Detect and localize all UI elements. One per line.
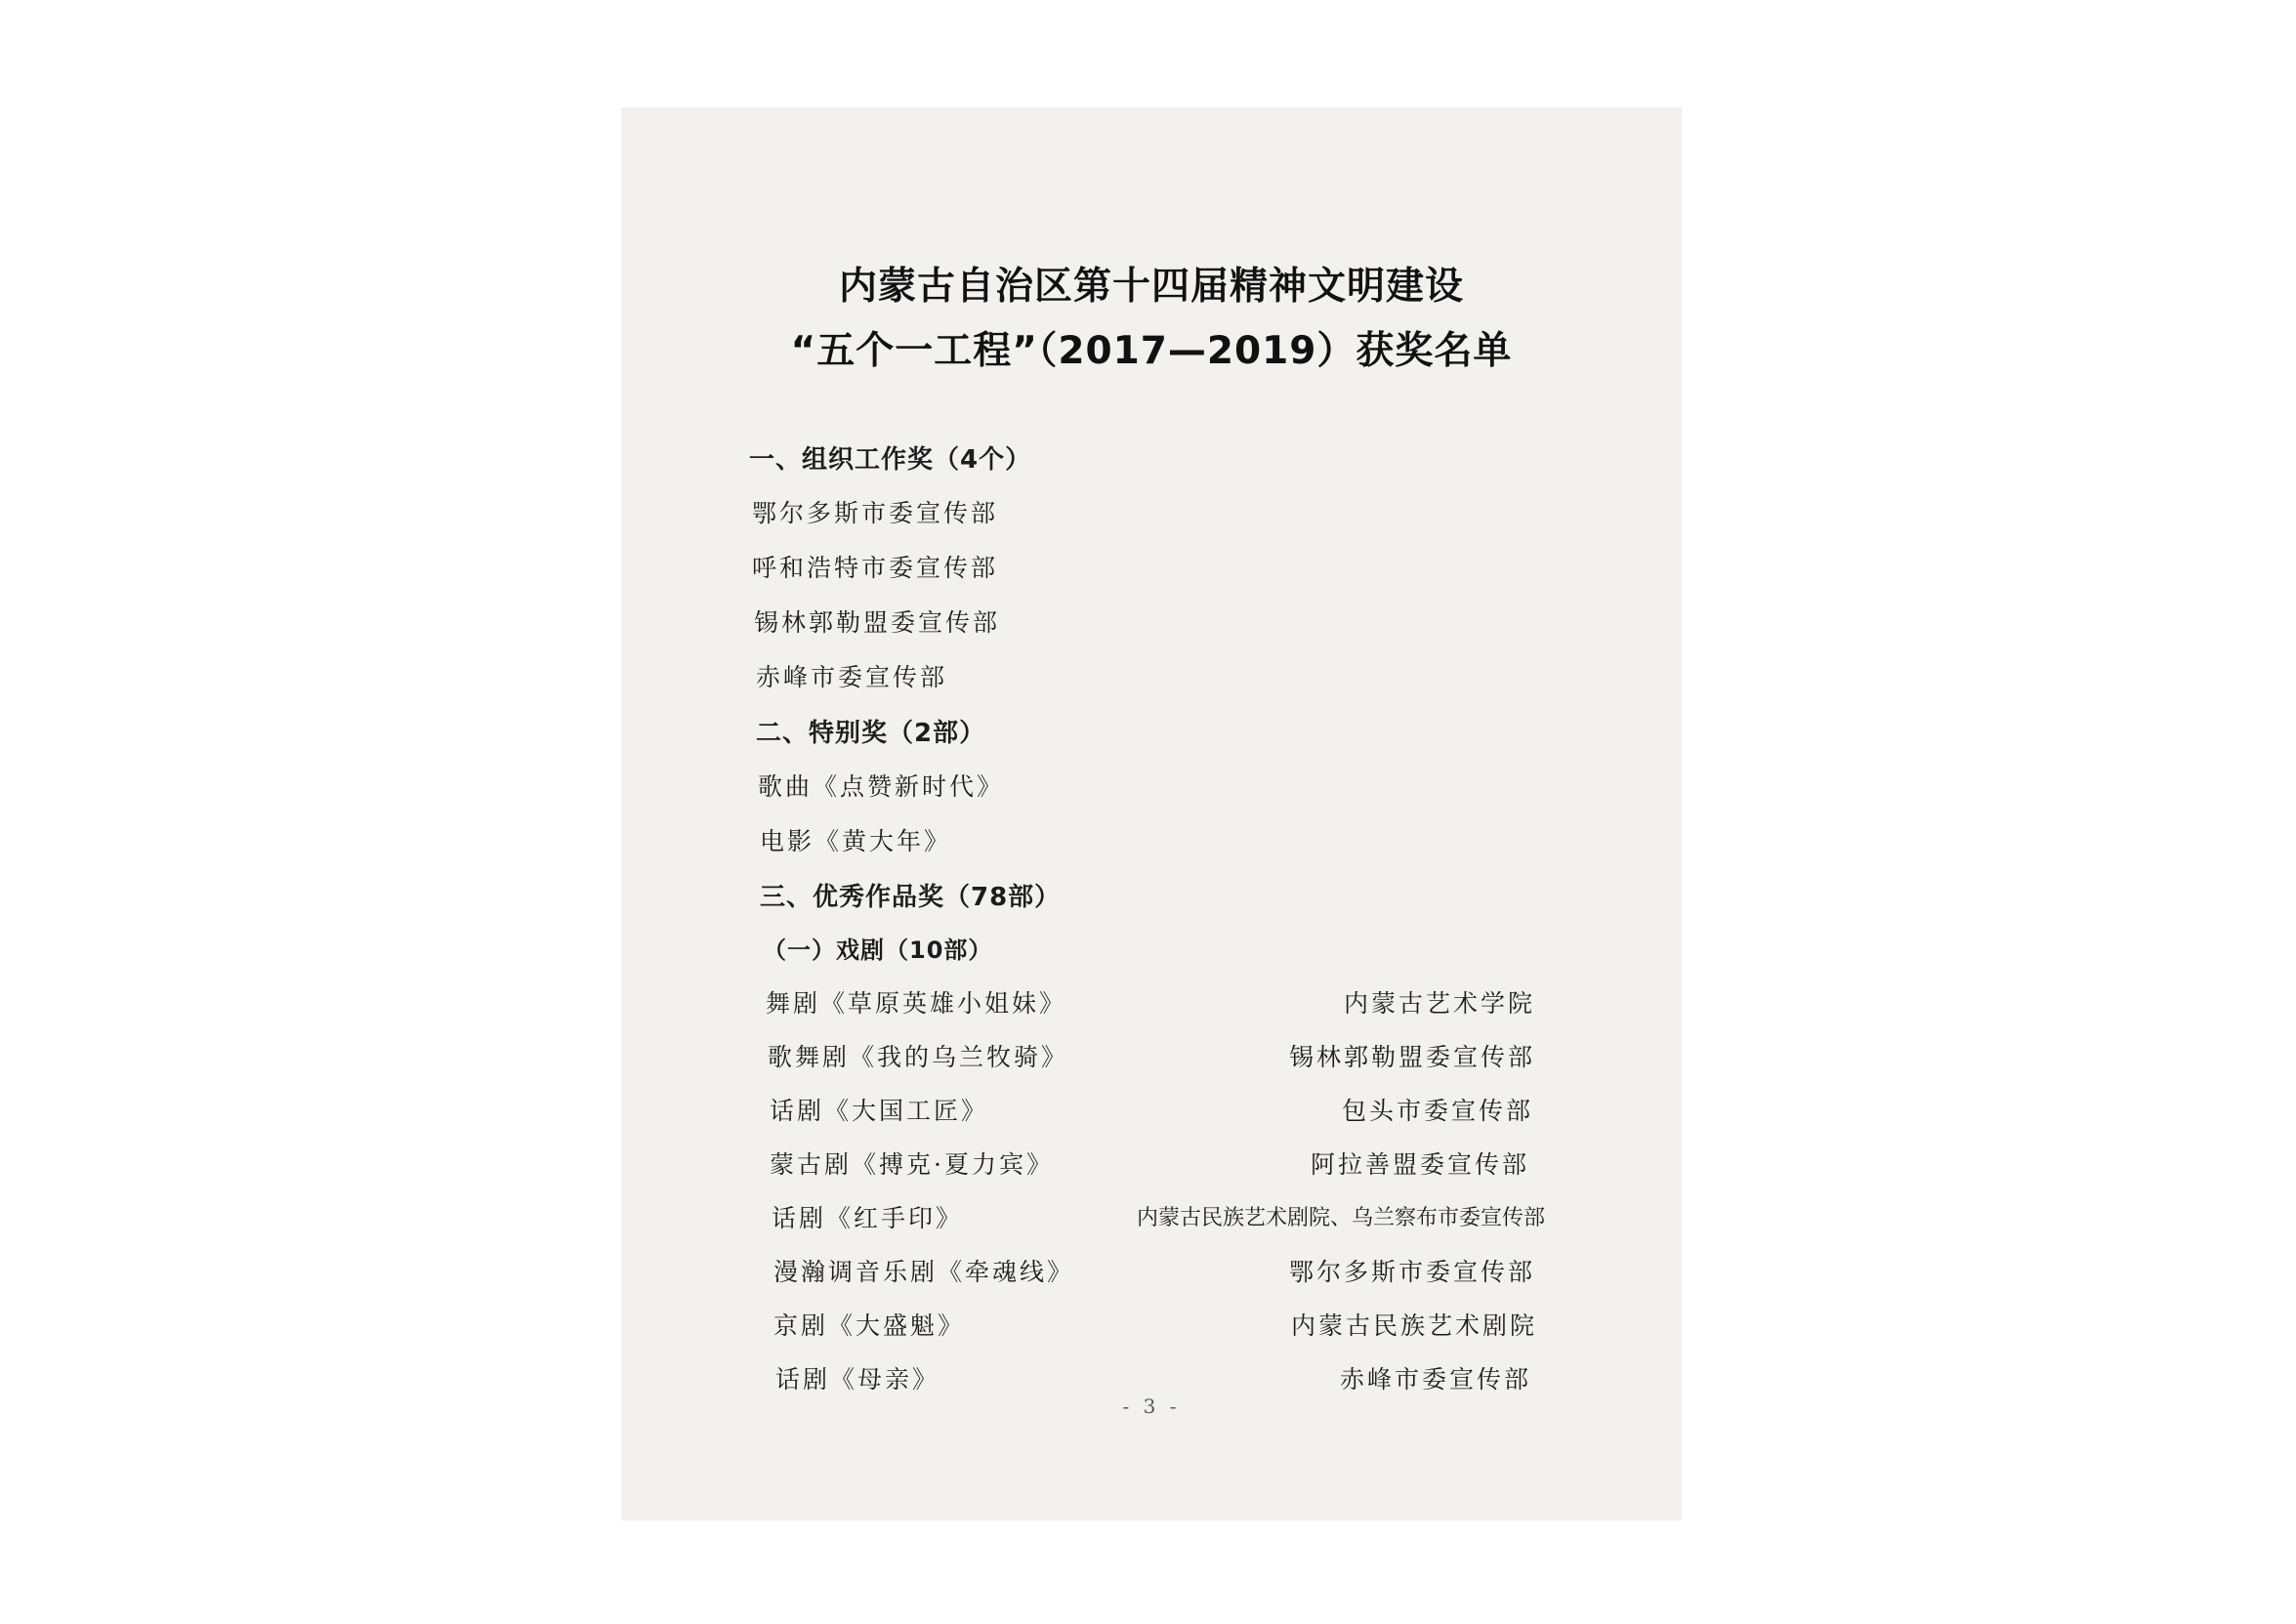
entry-unit: 包头市委宣传部: [1341, 1097, 1533, 1125]
entry-unit: 内蒙古艺术学院: [1343, 989, 1535, 1018]
list-item: 呼和浩特市委宣传部: [752, 554, 999, 582]
entry-work: 话剧《红手印》: [772, 1204, 964, 1232]
entry-unit: 阿拉善盟委宣传部: [1310, 1150, 1529, 1179]
entry-unit: 锡林郭勒盟委宣传部: [1288, 1043, 1535, 1071]
section-heading-organization-award: 一、组织工作奖（4个）: [749, 445, 1032, 475]
entry-unit: 内蒙古民族艺术剧院、乌兰察布市委宣传部: [1136, 1206, 1545, 1230]
entry-unit: 鄂尔多斯市委宣传部: [1288, 1258, 1535, 1286]
list-item: 鄂尔多斯市委宣传部: [752, 499, 999, 527]
entry-unit: 内蒙古民族艺术剧院: [1290, 1312, 1537, 1340]
list-item: 锡林郭勒盟委宣传部: [754, 608, 1001, 637]
list-item: 歌曲《点赞新时代》: [758, 772, 1005, 801]
list-item: 赤峰市委宣传部: [756, 663, 948, 691]
entry-work: 舞剧《草原英雄小姐妹》: [766, 989, 1067, 1018]
page-number: - 3 -: [1122, 1395, 1181, 1418]
section-heading-special-award: 二、特别奖（2部）: [756, 719, 986, 748]
entry-work: 话剧《母亲》: [775, 1365, 940, 1394]
document-title-line-2: “五个一工程”（2017—2019）获奖名单: [790, 329, 1513, 373]
entry-work: 京剧《大盛魁》: [773, 1312, 966, 1340]
list-item: 电影《黄大年》: [760, 827, 952, 855]
section-heading-excellent-works: 三、优秀作品奖（78部）: [760, 883, 1062, 912]
entry-unit: 赤峰市委宣传部: [1339, 1365, 1531, 1394]
entry-work: 蒙古剧《搏克·夏力宾》: [770, 1150, 1054, 1179]
scanned-page: [621, 107, 1682, 1520]
document-title-line-1: 内蒙古自治区第十四届精神文明建设: [838, 265, 1464, 309]
subsection-heading-drama: （一）戏剧（10部）: [763, 937, 993, 964]
entry-work: 歌舞剧《我的乌兰牧骑》: [768, 1043, 1069, 1071]
entry-work: 话剧《大国工匠》: [770, 1097, 989, 1125]
entry-work: 漫瀚调音乐剧《牵魂线》: [773, 1258, 1075, 1286]
